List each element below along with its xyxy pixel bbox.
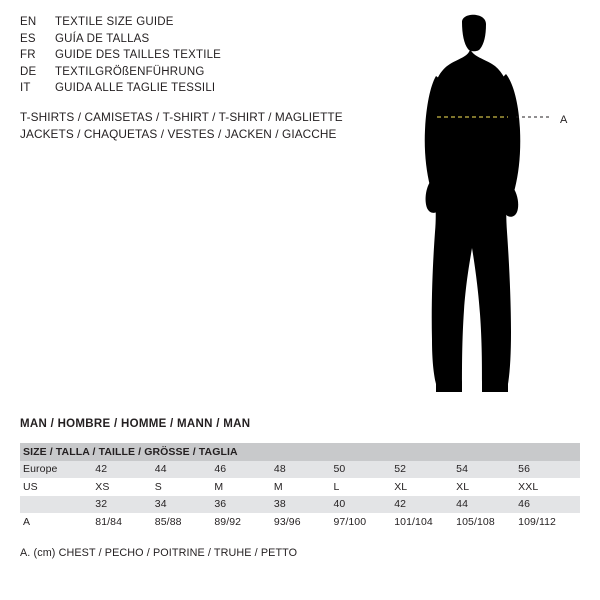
language-code: IT [20, 82, 31, 94]
table-cell: 32 [95, 496, 155, 514]
language-label: TEXTILE SIZE GUIDE [55, 16, 174, 28]
table-cell: 40 [333, 496, 394, 514]
chest-callout-label: A [560, 114, 568, 126]
table-cell: 56 [518, 461, 580, 479]
table-row [20, 496, 580, 514]
silhouette-graphic [400, 10, 590, 400]
table-cell: 109/112 [518, 513, 580, 531]
table-header-row [20, 443, 580, 461]
table-cell: 44 [155, 461, 215, 479]
measurement-footnote: A. (cm) CHEST / PECHO / POITRINE / TRUHE / PETTO [20, 547, 298, 559]
table-cell: 50 [333, 461, 394, 479]
table-cell: 89/92 [214, 513, 274, 531]
table-cell: 97/100 [333, 513, 394, 531]
language-row [20, 33, 350, 50]
row-label: US [20, 478, 95, 496]
language-label: GUIDE DES TAILLES TEXTILE [55, 49, 222, 61]
language-row [20, 66, 350, 83]
language-code: DE [20, 65, 37, 78]
table-cell: 81/84 [95, 513, 155, 531]
table-cell: S [155, 478, 215, 496]
table-row [20, 513, 580, 531]
language-label: GUIDA ALLE TAGLIE TESSILI [55, 82, 216, 94]
table-row [20, 478, 580, 496]
table-cell: 85/88 [155, 513, 215, 531]
table-cell: XS [95, 478, 155, 496]
size-table [20, 443, 580, 531]
table-cell: L [333, 478, 394, 496]
male-silhouette-figure [400, 10, 590, 400]
table-cell: 46 [214, 461, 274, 479]
table-cell: XL [456, 478, 518, 496]
table-cell: 42 [95, 461, 155, 479]
table-cell: 52 [394, 461, 456, 479]
table-cell: 36 [214, 496, 274, 514]
language-code: FR [20, 49, 36, 61]
table-cell: 105/108 [456, 513, 518, 531]
language-code: ES [20, 32, 36, 45]
table-cell: 48 [274, 461, 334, 479]
table-header-label: SIZE / TALLA / TAILLE / GRÖSSE / TAGLIA [20, 443, 580, 461]
language-list [20, 16, 350, 99]
table-cell: XL [394, 478, 456, 496]
table-cell: 54 [456, 461, 518, 479]
language-label: TEXTILGRÖßENFÜHRUNG [55, 65, 205, 78]
language-row [20, 49, 350, 66]
table-row [20, 461, 580, 479]
garment-categories [20, 110, 380, 144]
table-cell: 42 [394, 496, 456, 514]
table-cell: 34 [155, 496, 215, 514]
language-label: GUÍA DE TALLAS [55, 32, 150, 45]
row-label: Europe [20, 461, 95, 479]
garment-line-jackets: JACKETS / CHAQUETAS / VESTES / JACKEN / GIACCHE [20, 127, 337, 141]
table-cell: 38 [274, 496, 334, 514]
table-cell: 44 [456, 496, 518, 514]
table-title: MAN / HOMBRE / HOMME / MANN / MAN [20, 418, 251, 430]
table-cell: M [274, 478, 334, 496]
row-label [20, 496, 95, 514]
table-cell: XXL [518, 478, 580, 496]
language-code: EN [20, 16, 37, 28]
language-row [20, 16, 350, 33]
table-cell: M [214, 478, 274, 496]
row-label: A [20, 513, 95, 531]
table-cell: 101/104 [394, 513, 456, 531]
language-row [20, 82, 350, 99]
table-cell: 46 [518, 496, 580, 514]
garment-line-tshirts: T-SHIRTS / CAMISETAS / T-SHIRT / T-SHIRT / MAGLIETTE [20, 110, 343, 124]
table-cell: 93/96 [274, 513, 334, 531]
